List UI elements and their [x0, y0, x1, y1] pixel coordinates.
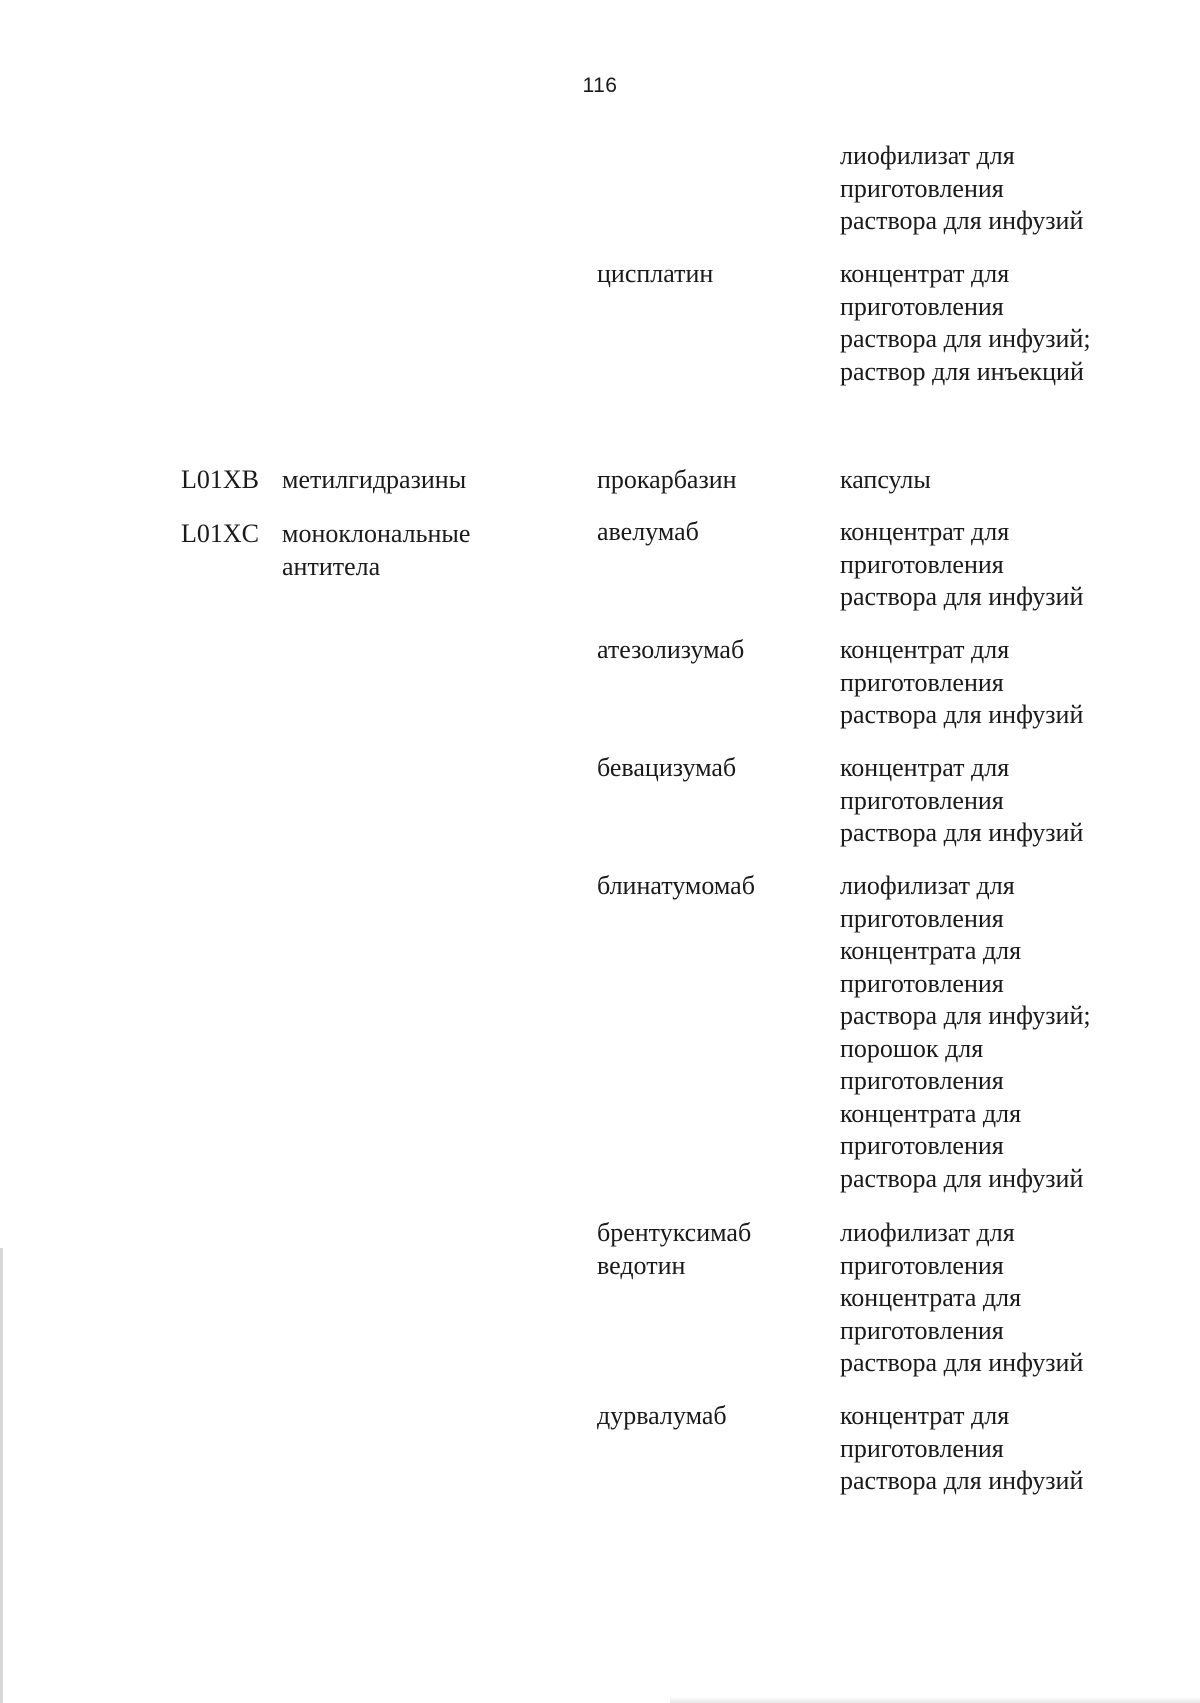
- dosage-form: концентрат для приготовления раствора для инфузий; раствор для инъекций: [840, 259, 1091, 386]
- atc-group: моноклональные антитела: [282, 519, 471, 581]
- scan-bottom-shadow: [670, 1697, 1200, 1703]
- drug-name: бевацизумаб: [597, 753, 737, 782]
- atc-code: L01XC: [181, 519, 259, 548]
- atc-group: метилгидразины: [282, 465, 467, 494]
- drug-name: цисплатин: [597, 259, 714, 288]
- scan-edge-shadow: [0, 1248, 3, 1703]
- drug-name: атезолизумаб: [597, 635, 745, 664]
- dosage-form: лиофилизат для приготовления концентрата для приготовления раствора для инфузий: [840, 1218, 1084, 1377]
- dosage-form: концентрат для приготовления раствора для инфузий: [840, 753, 1084, 847]
- drug-name: прокарбазин: [597, 465, 737, 494]
- drug-name: авелумаб: [597, 517, 699, 546]
- dosage-form: лиофилизат для приготовления раствора для инфузий: [840, 141, 1084, 235]
- drug-name: брентуксимаб ведотин: [597, 1218, 752, 1280]
- dosage-form: концентрат для приготовления раствора для инфузий: [840, 517, 1084, 611]
- dosage-form: лиофилизат для приготовления концентрата для приготовления раствора для инфузий; порошок для приготовления концентрата для приготовления раствора для инфузий: [840, 871, 1091, 1193]
- drug-name: дурвалумаб: [597, 1401, 727, 1430]
- page-number: 116: [582, 74, 618, 97]
- dosage-form: концентрат для приготовления раствора для инфузий: [840, 1401, 1084, 1495]
- dosage-form: концентрат для приготовления раствора для инфузий: [840, 635, 1084, 729]
- dosage-form: капсулы: [840, 465, 931, 494]
- drug-name: блинатумомаб: [597, 871, 755, 900]
- atc-code: L01XB: [181, 465, 259, 494]
